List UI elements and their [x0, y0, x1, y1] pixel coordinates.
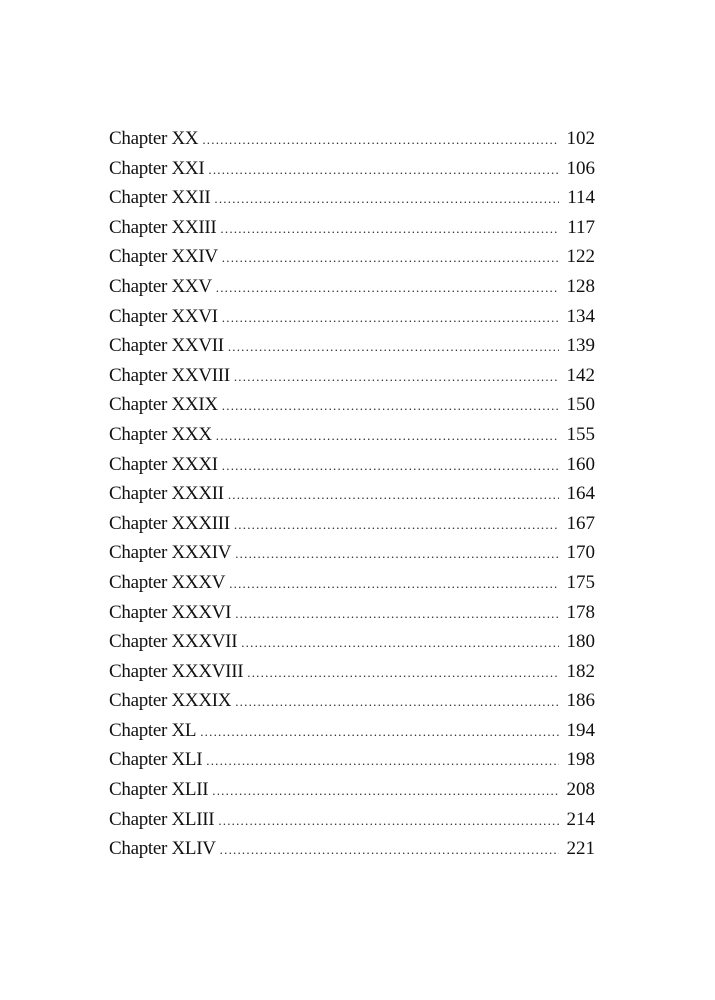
chapter-title: Chapter XXVII [109, 335, 224, 357]
chapter-title: Chapter XXXI [109, 453, 218, 475]
dot-leader [222, 243, 559, 273]
dot-leader [218, 806, 558, 836]
page-number: 180 [566, 631, 595, 653]
dot-leader [235, 539, 558, 569]
dot-leader [241, 628, 558, 658]
toc-entry-chapter-xxix[interactable] [109, 390, 595, 420]
page-number: 122 [566, 246, 595, 268]
toc-entry-chapter-xli[interactable] [109, 745, 595, 775]
chapter-title: Chapter XLII [109, 779, 209, 801]
page-number: 150 [566, 394, 595, 416]
dot-leader [216, 421, 559, 451]
page-number: 139 [566, 335, 595, 357]
page-number: 221 [566, 838, 595, 860]
toc-entry-chapter-xxx[interactable] [109, 420, 595, 450]
dot-leader [212, 776, 558, 806]
chapter-title: Chapter XXIV [109, 246, 218, 268]
chapter-title: Chapter XXXVIII [109, 660, 244, 682]
page-number: 102 [566, 128, 595, 149]
chapter-title: Chapter XXIII [109, 216, 217, 238]
page-number: 167 [566, 512, 595, 534]
page-number: 178 [566, 601, 595, 623]
toc-entry-chapter-xxxv[interactable] [109, 568, 595, 598]
toc-entry-chapter-xxiii[interactable] [109, 213, 595, 243]
toc-entry-chapter-xxxii[interactable] [109, 479, 595, 509]
table-of-contents [109, 124, 595, 864]
page-number: 106 [566, 157, 595, 179]
page-number: 160 [566, 453, 595, 475]
toc-entry-chapter-xxxvii[interactable] [109, 627, 595, 657]
page-number: 128 [566, 275, 595, 297]
chapter-title: Chapter XXV [109, 275, 212, 297]
dot-leader [206, 746, 558, 776]
page-number: 198 [566, 749, 595, 771]
toc-entry-chapter-xxxiv[interactable] [109, 538, 595, 568]
toc-entry-chapter-xxiv[interactable] [109, 242, 595, 272]
toc-entry-chapter-xxv[interactable] [109, 272, 595, 302]
toc-entry-chapter-xl[interactable] [109, 716, 595, 746]
toc-entry-chapter-xxi[interactable] [109, 154, 595, 184]
page-number: 194 [566, 719, 595, 741]
dot-leader [220, 214, 559, 244]
toc-entry-chapter-xliii[interactable] [109, 805, 595, 835]
chapter-title: Chapter XXXIII [109, 512, 230, 534]
dot-leader [220, 835, 559, 865]
dot-leader [234, 510, 559, 540]
chapter-title: Chapter XXXIV [109, 542, 232, 564]
toc-entry-chapter-xxviii[interactable] [109, 361, 595, 391]
chapter-title: Chapter XL [109, 719, 197, 741]
dot-leader [200, 717, 558, 747]
page-number: 142 [566, 364, 595, 386]
toc-entry-chapter-xx[interactable] [109, 124, 595, 154]
chapter-title: Chapter XXIX [109, 394, 218, 416]
dot-leader [214, 184, 559, 214]
page-number: 182 [566, 660, 595, 682]
toc-entry-chapter-xxxvi[interactable] [109, 598, 595, 628]
dot-leader [208, 155, 558, 185]
dot-leader [247, 658, 558, 688]
toc-entry-chapter-xxxix[interactable] [109, 686, 595, 716]
toc-entry-chapter-xlii[interactable] [109, 775, 595, 805]
chapter-title: Chapter XLIII [109, 808, 215, 830]
dot-leader [222, 391, 559, 421]
dot-leader [229, 569, 558, 599]
toc-entry-chapter-xxxviii[interactable] [109, 657, 595, 687]
page-number: 117 [567, 216, 595, 238]
chapter-title: Chapter XXI [109, 157, 205, 179]
chapter-title: Chapter XXXIX [109, 690, 232, 712]
page-number: 164 [566, 483, 595, 505]
chapter-title: Chapter XLI [109, 749, 203, 771]
toc-entry-chapter-xxii[interactable] [109, 183, 595, 213]
page-number: 175 [566, 571, 595, 593]
chapter-title: Chapter XXVIII [109, 364, 230, 386]
dot-leader [235, 687, 558, 717]
chapter-title: Chapter XXXV [109, 571, 226, 593]
chapter-title: Chapter XXX [109, 423, 212, 445]
page-number: 214 [566, 808, 595, 830]
chapter-title: Chapter XLIV [109, 838, 216, 860]
toc-entry-chapter-xxvi[interactable] [109, 302, 595, 332]
dot-leader [235, 599, 558, 629]
chapter-title: Chapter XXII [109, 187, 211, 209]
page-number: 208 [566, 779, 595, 801]
dot-leader [234, 362, 559, 392]
chapter-title: Chapter XXXVII [109, 631, 238, 653]
page-number: 186 [566, 690, 595, 712]
dot-leader [222, 451, 559, 481]
chapter-title: Chapter XXXII [109, 483, 224, 505]
page-number: 170 [566, 542, 595, 564]
toc-entry-chapter-xxxi[interactable] [109, 450, 595, 480]
toc-entry-chapter-xxxiii[interactable] [109, 509, 595, 539]
dot-leader [228, 480, 559, 510]
dot-leader [216, 273, 559, 303]
chapter-title: Chapter XX [109, 128, 199, 149]
toc-entry-chapter-xxvii[interactable] [109, 331, 595, 361]
toc-entry-chapter-xliv[interactable] [109, 834, 595, 864]
dot-leader [202, 125, 558, 155]
dot-leader [222, 303, 559, 333]
page-number: 134 [566, 305, 595, 327]
page-number: 114 [567, 187, 595, 209]
dot-leader [228, 332, 559, 362]
page-number: 155 [566, 423, 595, 445]
chapter-title: Chapter XXXVI [109, 601, 232, 623]
chapter-title: Chapter XXVI [109, 305, 218, 327]
